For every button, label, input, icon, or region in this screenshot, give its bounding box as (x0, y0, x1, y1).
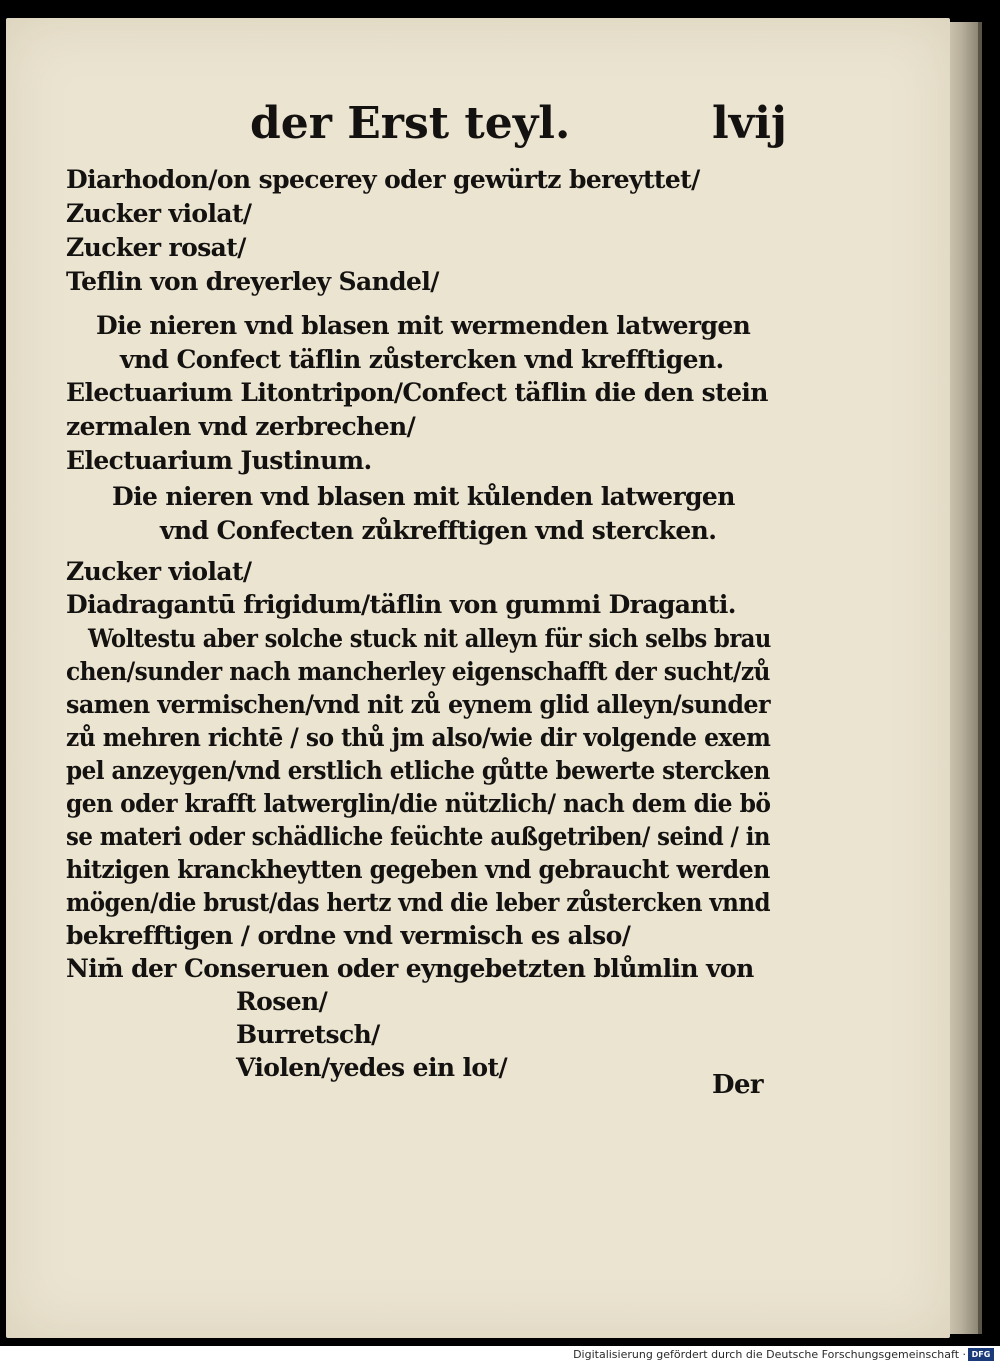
running-head: der Erst teyl. (250, 98, 571, 149)
recipe-ingredient: Rosen/ (236, 987, 328, 1016)
text-line: Teflin von dreyerley Sandel/ (66, 267, 439, 296)
section-heading: vnd Confect täflin zůstercken vnd krefftigen. (120, 345, 724, 374)
paragraph-line: zů mehren richtē / so thů jm also/wie dir volgende exem (66, 723, 771, 752)
text-line: Diarhodon/on specerey oder gewürtz bereyttet/ (66, 165, 700, 194)
text-line: Zucker violat/ (66, 199, 252, 228)
paragraph-line: chen/sunder nach mancherley eigenschafft der sucht/zů (66, 657, 770, 686)
recipe-ingredient: Violen/yedes ein lot/ (236, 1053, 507, 1082)
text-line: Zucker violat/ (66, 557, 252, 586)
paragraph-line: hitzigen kranckheytten gegeben vnd gebraucht werden (66, 855, 770, 884)
dfg-logo: DFG (968, 1348, 994, 1361)
paragraph-line: gen oder krafft latwerglin/die nützlich/ nach dem die bö (66, 789, 771, 818)
text-line: Electuarium Litontripon/Confect täflin die den stein (66, 378, 768, 407)
section-heading: Die nieren vnd blasen mit kůlenden latwergen (112, 482, 735, 511)
paragraph-line: se materi oder schädliche feüchte außgetriben/ seind / in (66, 822, 770, 851)
text-line: Zucker rosat/ (66, 233, 246, 262)
paragraph-line: pel anzeygen/vnd erstlich etliche gůtte bewerte stercken (66, 756, 770, 785)
digitization-credit: Digitalisierung gefördert durch die Deutsche Forschungsgemeinschaft · (573, 1348, 966, 1361)
section-heading: Die nieren vnd blasen mit wermenden latwergen (96, 311, 751, 340)
catchword: Der (712, 1070, 763, 1100)
recipe-ingredient: Burretsch/ (236, 1020, 380, 1049)
paragraph-line: Woltestu aber solche stuck nit alleyn für sich selbs brau (88, 624, 771, 653)
page-edge-shadow (978, 22, 982, 1334)
paragraph-line: samen vermischen/vnd nit zů eynem glid alleyn/sunder (66, 690, 770, 719)
section-heading: vnd Confecten zůkrefftigen vnd stercken. (160, 516, 717, 545)
recipe-line: Nim̄ der Conseruen oder eyngebetzten blůmlin von (66, 954, 754, 983)
page-edge (950, 22, 978, 1334)
folio-number: lvij (712, 98, 787, 149)
text-line: zermalen vnd zerbrechen/ (66, 412, 416, 441)
text-line: Diadragantū frigidum/täflin von gummi Draganti. (66, 590, 736, 619)
paragraph-line: mögen/die brust/das hertz vnd die leber zůstercken vnnd (66, 888, 771, 917)
paragraph-line: bekrefftigen / ordne vnd vermisch es also/ (66, 921, 631, 950)
text-line: Electuarium Justinum. (66, 446, 372, 475)
